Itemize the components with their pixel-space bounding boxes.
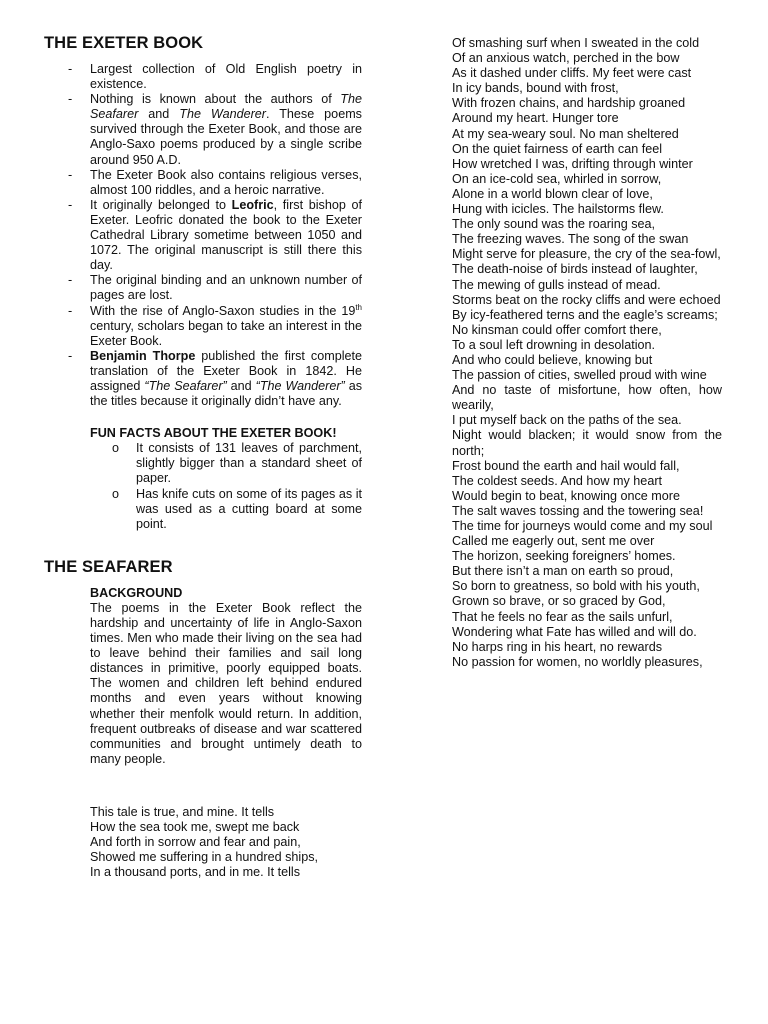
poem-line: Would begin to beat, knowing once more [452,488,680,503]
poem-line: By icy-feathered terns and the eagle’s screams; [452,307,718,322]
seafarer-section [44,558,362,881]
poem-line: The death-noise of birds instead of laughter, [452,262,698,277]
poem-line: Alone in a world blown clear of love, [452,186,653,201]
poem-line: In a thousand ports, and in me. It tells [90,865,301,880]
poem-line: The time for journeys would come and my soul [452,519,713,533]
poem-line: The mewing of gulls instead of mead. [452,277,661,292]
right-column [452,36,722,670]
poem-line: The passion of cities, swelled proud with wine [452,368,707,383]
poem-line: Showed me suffering in a hundred ships, [90,850,318,865]
fun-facts-section [90,426,362,532]
poem-line: Hung with icicles. The hailstorms flew. [452,202,664,217]
poem-line: Of an anxious watch, perched in the bow [452,51,680,66]
poem-line: Might serve for pleasure, the cry of the sea-fowl, [452,247,721,262]
poem-line: No kinsman could offer comfort there, [452,322,662,337]
poem-line: Frost bound the earth and hail would fall, [452,458,680,473]
poem-line: On the quiet fairness of earth can feel [452,141,663,156]
fun-facts-heading: FUN FACTS ABOUT THE EXETER BOOK! [90,426,337,441]
poem-line: And no taste of misfortune, how often, how wearily, [452,383,722,413]
poem-line: And forth in sorrow and fear and pain, [90,835,301,850]
list-item: - Benjamin Thorpe published the first complete translation of the Exeter Book in 1842. He assigned “The Seafarer” and “The Wanderer” as the titles because it originally didn’t have any. [68,348,363,409]
background-section [90,586,362,767]
list-item: - Nothing is known about the authors of The Seafarer and The Wanderer. These poems survived through the Exeter Book, and those are Anglo-Saxo poems produced by a single scribe around 950 A.D. [68,92,362,167]
left-column [44,34,362,880]
fun-facts-list [90,441,362,532]
exeter-book-heading: THE EXETER BOOK [44,34,204,52]
poem-line: Called me eagerly out, sent me over [452,534,655,549]
list-item: o Has knife cuts on some of its pages as it was used as a cutting board at some point. [112,486,362,531]
seafarer-heading: THE SEAFARER [44,557,173,576]
poem-line: How wretched I was, drifting through winter [452,156,693,171]
poem-line: And who could believe, knowing but [452,352,653,367]
poem-line: The salt waves tossing and the towering sea! [452,503,704,518]
list-item: - The Exeter Book also contains religious verses, almost 100 riddles, and a heroic narrative. [68,167,362,197]
poem-line: On an ice-cold sea, whirled in sorrow, [452,171,662,186]
poem-line: Around my heart. Hunger tore [452,111,619,126]
poem-line: The freezing waves. The song of the swan [452,232,689,247]
list-item: - Largest collection of Old English poetry in existence. [68,62,362,92]
poem-line: To a soul left drowning in desolation. [452,337,656,352]
poem-line: No harps ring in his heart, no rewards [452,639,662,654]
list-item: - The original binding and an unknown number of pages are lost. [68,273,362,303]
list-item: - With the rise of Anglo-Saxon studies in the 19th century, scholars began to take an interest in the Exeter Book. [68,302,362,348]
poem-line: So born to greatness, so bold with his youth, [452,579,700,594]
exeter-facts-list [44,62,362,409]
poem-line: At my sea-weary soul. No man sheltered [452,126,679,141]
background-paragraph: The poems in the Exeter Book reflect the hardship and uncertainty of life in Anglo-Saxon times. Men who made their living on the sea had to leave behind their families and sail long distances in primitive, poorly equipped boats. The women and children left behind endured months and even years without knowing whether their menfolk would return. In addition, frequent outbreaks of disease and war scattered communities and brought untimely death to many people. [90,600,362,766]
poem-excerpt-right [452,36,722,670]
list-item: o It consists of 131 leaves of parchment, slightly bigger than a standard sheet of paper. [112,441,362,486]
poem-line: Wondering what Fate has willed and will do. [452,624,697,639]
poem-line: Night would blacken; it would snow from the north; [452,428,722,458]
poem-line: With frozen chains, and hardship groaned [452,96,686,111]
poem-line: The only sound was the roaring sea, [452,217,656,232]
poem-line: The coldest seeds. And how my heart [452,473,663,488]
poem-line: That he feels no fear as the sails unfurl, [452,609,673,624]
poem-line: In icy bands, bound with frost, [452,81,619,96]
poem-line: As it dashed under cliffs. My feet were cast [452,66,692,81]
poem-line: Of smashing surf when I sweated in the cold [452,36,700,50]
poem-line: The horizon, seeking foreigners’ homes. [452,549,676,564]
poem-line: No passion for women, no worldly pleasures, [452,654,703,669]
poem-line: Grown so brave, or so graced by God, [452,594,666,609]
list-item: - It originally belonged to Leofric, first bishop of Exeter. Leofric donated the book to the Exeter Cathedral Library sometime between 1050 and 1072. The original manuscript is still there this day. [68,197,362,273]
poem-line: How the sea took me, swept me back [90,820,300,835]
background-heading: BACKGROUND [90,585,183,600]
poem-line: But there isn’t a man on earth so proud, [452,564,674,579]
poem-line: Storms beat on the rocky cliffs and were echoed [452,292,721,307]
poem-line: I put myself back on the paths of the sea. [452,413,682,428]
poem-excerpt-left [90,805,362,880]
poem-line: This tale is true, and mine. It tells [90,804,275,819]
